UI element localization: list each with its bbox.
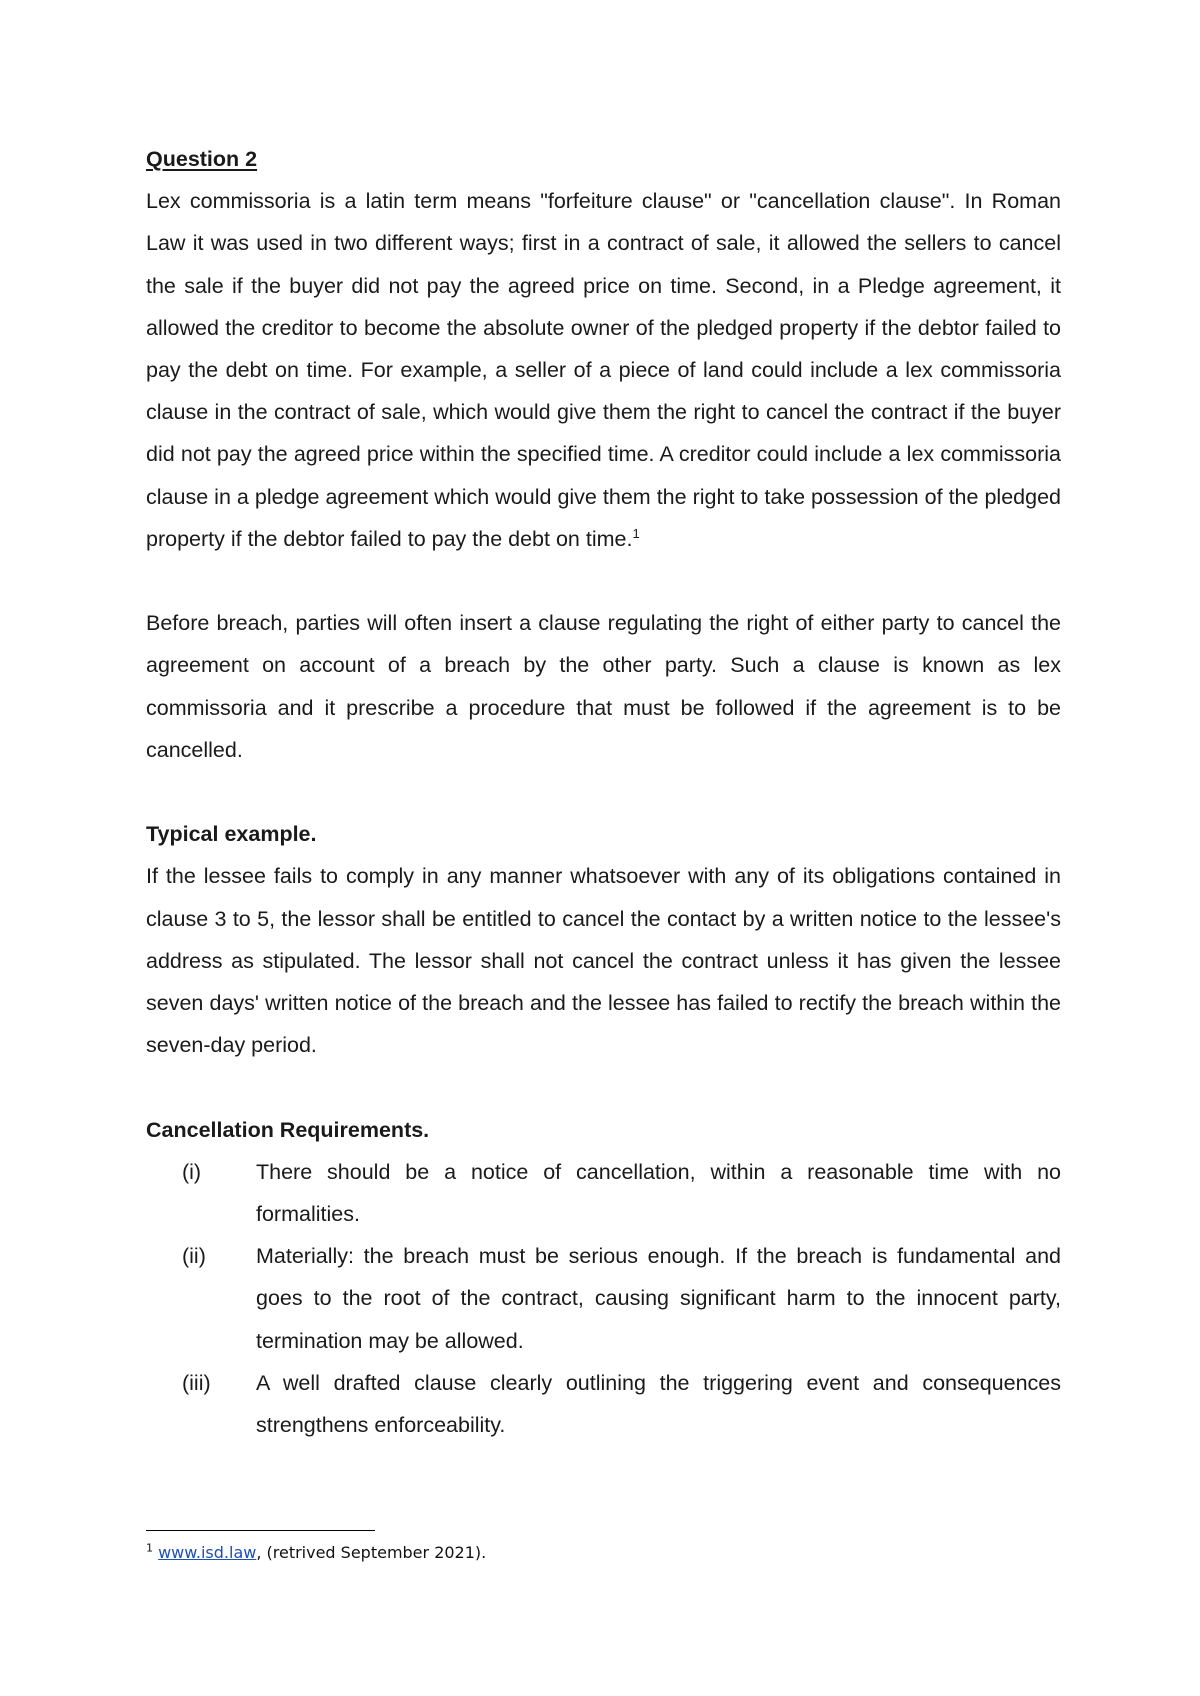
footnote-reference[interactable]: 1 (632, 525, 640, 541)
typical-example-paragraph: If the lessee fails to comply in any manner whatsoever with any of its obligations contained in clause 3 to 5, the lessor shall be entitled to cancel the contact by a written notice to the lessee's address as stipulated. The lessor shall not cancel the contract unless it has given the lessee seven days' written notice of the breach and the lessee has failed to rectify the breach within the seven-day period. (146, 864, 1061, 1058)
footnote-mark: 1 (146, 1541, 153, 1555)
intro-paragraph (146, 180, 1061, 560)
list-item-text: There should be a notice of cancellation, within a reasonable time with no formalities. (256, 1159, 1061, 1227)
document-body (146, 138, 1061, 1446)
list-item (146, 1235, 1061, 1362)
question-heading: Question 2 (146, 147, 258, 171)
footnote-text: , (retrived September 2021). (256, 1543, 487, 1562)
list-item (146, 1362, 1061, 1446)
typical-example-heading: Typical example. (146, 822, 317, 847)
footnote-separator (146, 1530, 375, 1531)
footnote-link[interactable]: www.isd.law (158, 1543, 257, 1562)
list-item-number: (ii) (182, 1244, 206, 1269)
requirements-heading: Cancellation Requirements. (146, 1117, 430, 1142)
before-breach-paragraph: Before breach, parties will often insert a clause regulating the right of either party to cancel the agreement on account of a breach by the other party. Such a clause is known as lex commissoria and it prescribe a procedure that must be followed if the agreement is to be cancelled. (146, 611, 1061, 762)
list-item-number: (i) (182, 1159, 202, 1184)
list-item-number: (iii) (182, 1370, 211, 1395)
intro-paragraph-text: Lex commissoria is a latin term means "forfeiture clause" or "cancellation clause". In Roman Law it was used in two different ways; first in a contract of sale, it allowed the sellers to cancel the sale if the buyer did not pay the agreed price on time. Second, in a Pledge agreement, it allowed the creditor to become the absolute owner of the pledged property if the debtor failed to pay the debt on time. For example, a seller of a piece of land could include a lex commissoria clause in the contract of sale, which would give them the right to cancel the contract if the buyer did not pay the agreed price within the specified time. A creditor could include a lex commissoria clause in a pledge agreement which would give them the right to take possession of the pledged property if the debtor failed to pay the debt on time. (146, 189, 1061, 551)
list-item-text: A well drafted clause clearly outlining the triggering event and consequences strengthens enforceability. (256, 1370, 1061, 1438)
requirements-list (146, 1151, 1061, 1446)
footnote (146, 1542, 486, 1564)
list-item (146, 1151, 1061, 1235)
list-item-text: Materially: the breach must be serious enough. If the breach is fundamental and goes to the root of the contract, causing significant harm to the innocent party, termination may be allowed. (256, 1244, 1061, 1353)
